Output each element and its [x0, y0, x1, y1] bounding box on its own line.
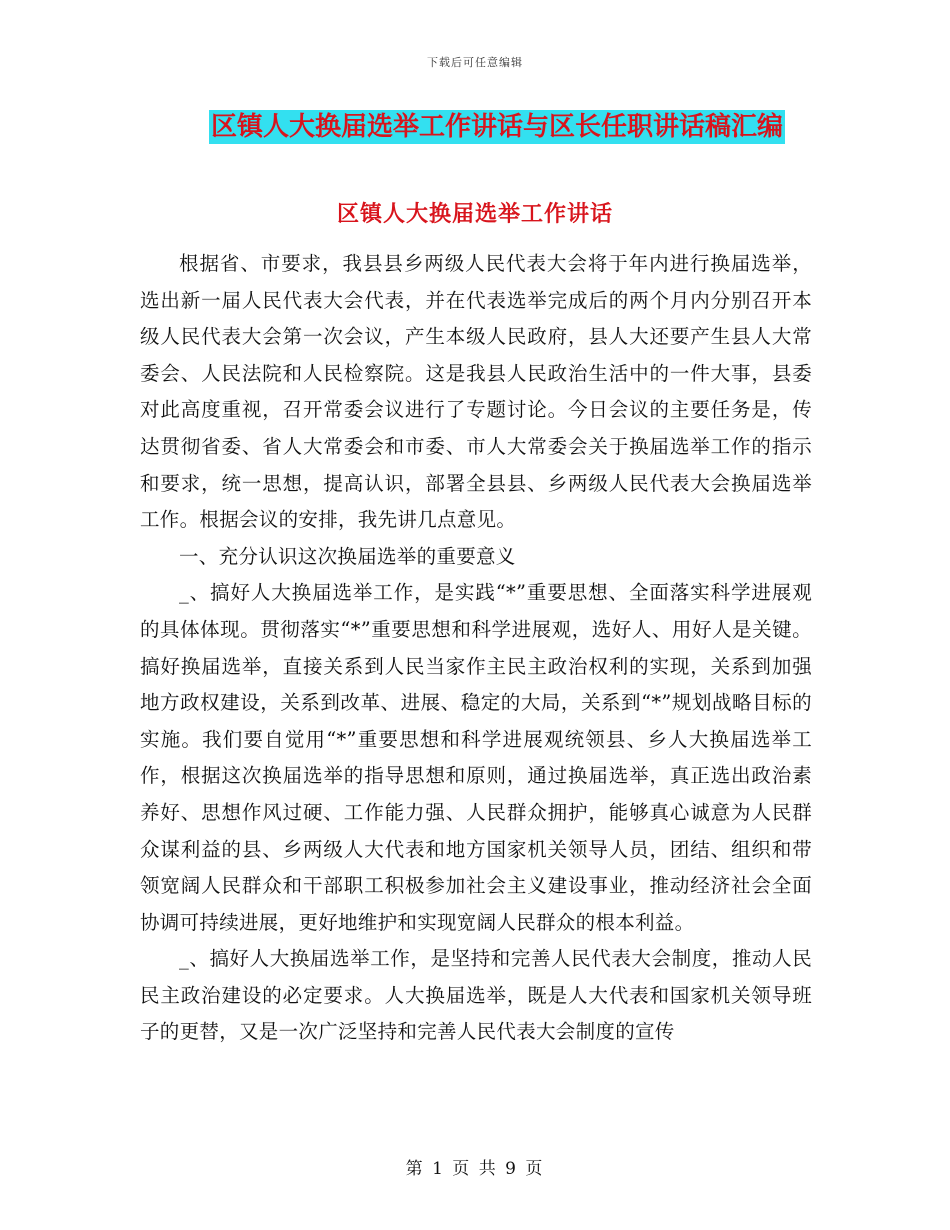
paragraph-point-2: _、搞好人大换届选举工作，是坚持和完善人民代表大会制度，推动人民民主政治建设的必定要求。人大换届选举，既是人大代表和国家机关领导班子的更替，又是一次广泛坚持和完善人民代表大会制度的宣传: [140, 947, 812, 1044]
document-title: [0, 110, 950, 144]
body-text: [140, 246, 812, 1051]
document-title-text: 区镇人大换届选举工作讲话与区长任职讲话稿汇编: [210, 112, 783, 142]
paragraph-point-1: _、搞好人大换届选举工作，是实践“*”重要思想、全面落实科学进展观的具体体现。贯彻落实“*”重要思想和科学进展观，选好人、用好人是关键。搞好换届选举，直接关系到人民当家作主民主政治权利的实现，关系到加强地方政权建设，关系到改革、进展、稳定的大局，关系到“*”规划战略目标的实施。我们要自觉用“*”重要思想和科学进展观统领县、乡人大换届选举工作，根据这次换届选举的指导思想和原则，通过换届选举，真正选出政治素养好、思想作风过硬、工作能力强、人民群众拥护，能够真心诚意为人民群众谋利益的县、乡两级人大代表和地方国家机关领导人员，团结、组织和带领宽阔人民群众和干部职工积极参加社会主义建设事业，推动经济社会全面协调可持续进展，更好地维护和实现宽阔人民群众的根本利益。: [140, 581, 812, 934]
section-title: 区镇人大换届选举工作讲话: [336, 202, 613, 227]
page-footer: 第 1 页 共 9 页: [405, 1159, 545, 1179]
header-note: 下载后可任意编辑: [427, 56, 523, 69]
paragraph-heading-1: 一、充分认识这次换届选举的重要意义: [179, 544, 516, 568]
paragraph-intro: 根据省、市要求，我县县乡两级人民代表大会将于年内进行换届选举，选出新一届人民代表大会代表，并在代表选举完成后的两个月内分别召开本级人民代表大会第一次会议，产生本级人民政府，县人大还要产生县人大常委会、人民法院和人民检察院。这是我县人民政治生活中的一件大事，县委对此高度重视，召开常委会议进行了专题讨论。今日会议的主要任务是，传达贯彻省委、省人大常委会和市委、市人大常委会关于换届选举工作的指示和要求，统一思想，提高认识，部署全县县、乡两级人民代表大会换届选举工作。根据会议的安排，我先讲几点意见。: [140, 252, 812, 532]
